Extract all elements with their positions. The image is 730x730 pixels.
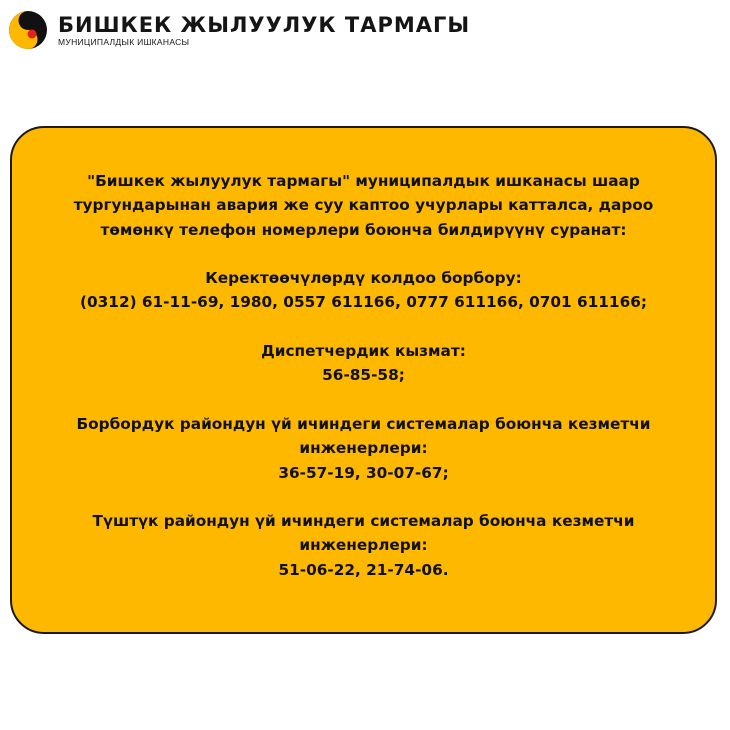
sun-moon-logo-icon bbox=[8, 10, 48, 50]
phones-central-district: 36-57-19, 30-07-67; bbox=[278, 463, 449, 482]
phones-dispatch: 56-85-58; bbox=[322, 366, 405, 385]
section-title-south-district: Түштүк райондун үй ичиндеги системалар боюнча кезметчи bbox=[92, 512, 635, 531]
phones-south-district: 51-06-22, 21-74-06. bbox=[278, 560, 449, 579]
intro-line: "Бишкек жылуулук тармагы" муниципалдык ишканасы шаар bbox=[87, 172, 640, 190]
brand bbox=[58, 13, 470, 47]
section-title-central-district-cont: инженерлери: bbox=[299, 439, 428, 458]
header bbox=[8, 10, 470, 50]
phones-support-center: (0312) 61-11-69, 1980, 0557 611166, 0777 611166, 0701 611166; bbox=[80, 293, 647, 312]
section-title-dispatch: Диспетчердик кызмат: bbox=[261, 342, 466, 361]
section-title-south-district-cont: инженерлери: bbox=[299, 536, 428, 555]
intro-line: тургундарынан авария же суу каптоо учурлары катталса, дароо bbox=[73, 196, 654, 215]
brand-subtitle: МУНИЦИПАЛДЫК ИШКАНАСЫ bbox=[58, 37, 190, 47]
notice-card bbox=[10, 126, 717, 634]
intro-line: төмөнкү телефон номерлери боюнча билдирүүнү суранат: bbox=[100, 220, 627, 239]
brand-name: БИШКЕК ЖЫЛУУЛУК ТАРМАГЫ bbox=[58, 13, 471, 37]
section-title-support-center: Керектөөчүлөрдү колдоо борбору: bbox=[205, 269, 522, 288]
section-title-central-district: Борбордук райондун үй ичиндеги системалар боюнча кезметчи bbox=[76, 414, 651, 433]
